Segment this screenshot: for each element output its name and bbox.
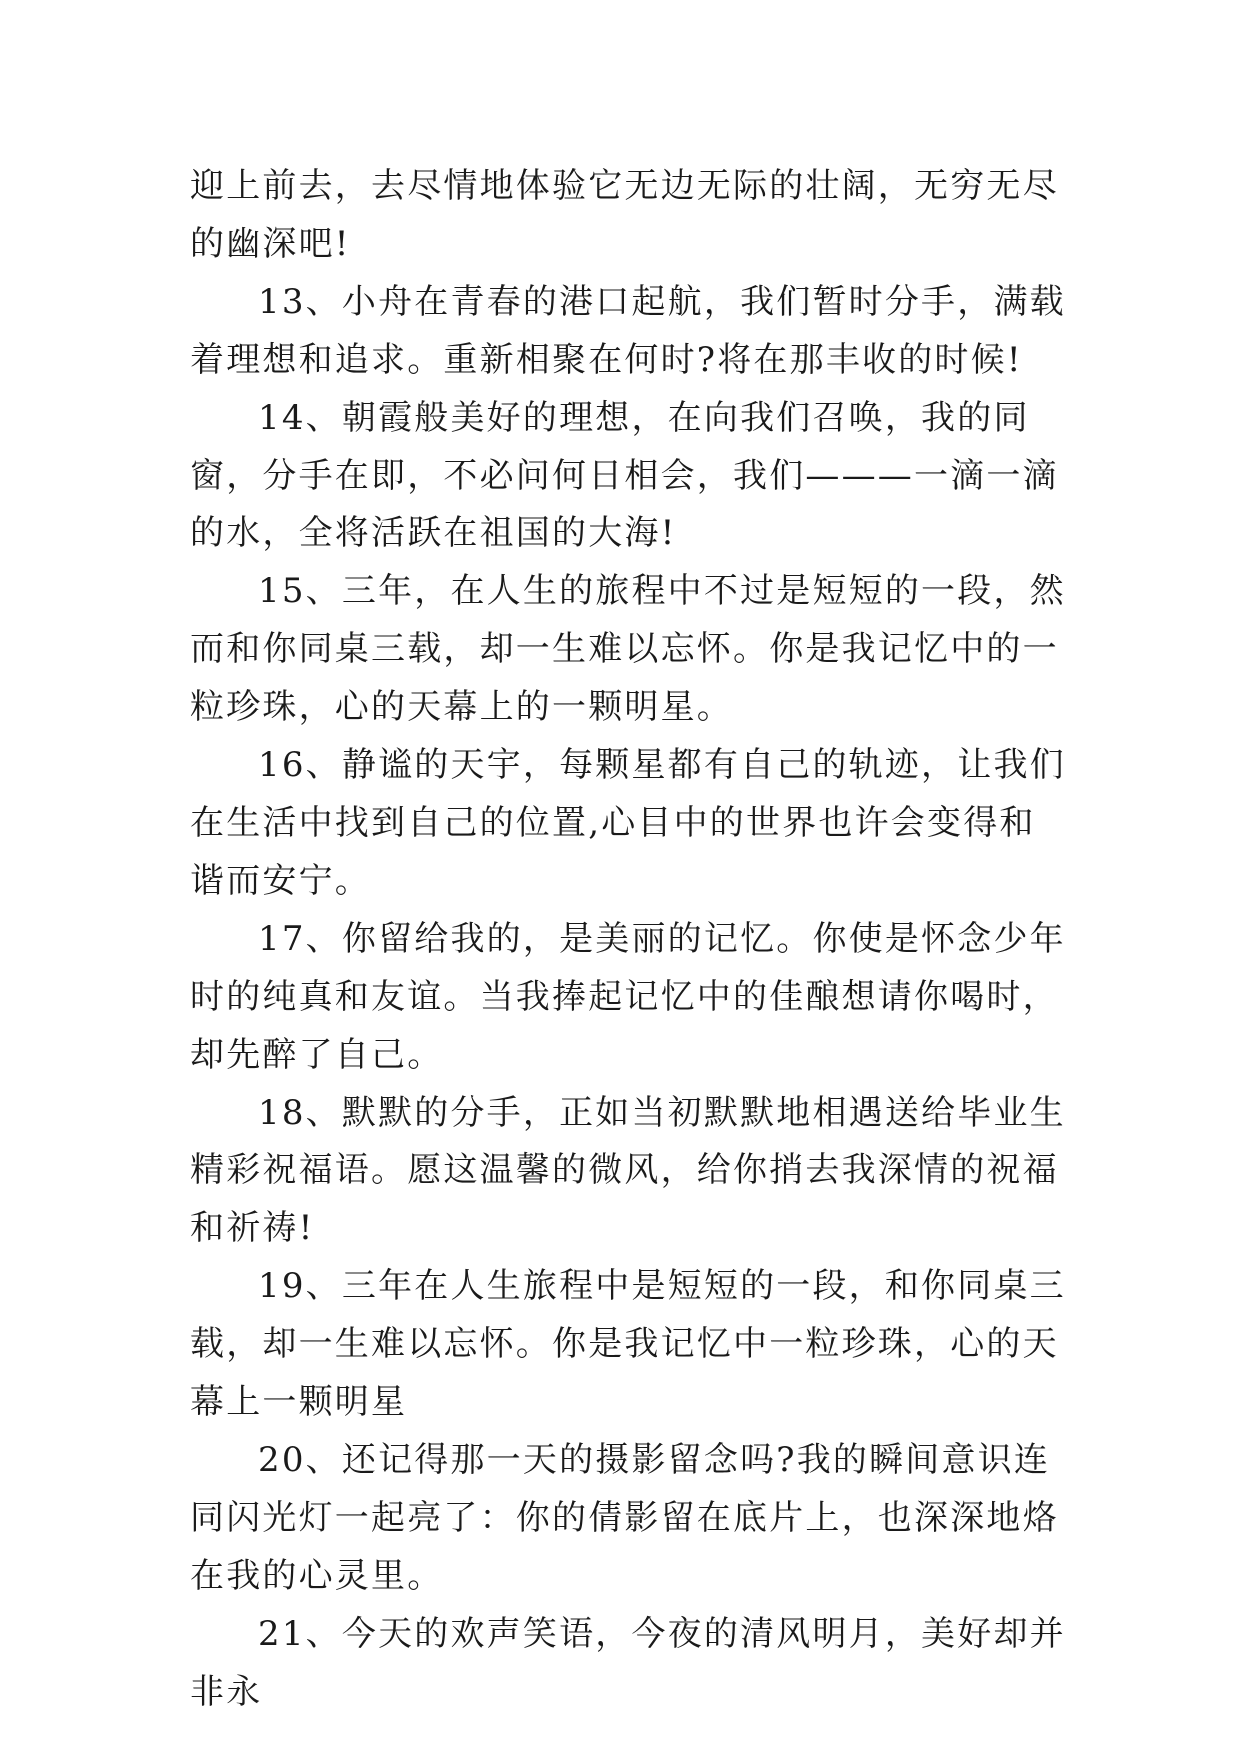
paragraph-continuation: 迎上前去，去尽情地体验它无边无际的壮阔，无穷无尽的幽深吧! bbox=[190, 166, 1059, 264]
paragraph-17: 17、你留给我的，是美丽的记忆。你使是怀念少年时的纯真和友谊。当我捧起记忆中的佳酿想请你喝时，却先醉了自己。 bbox=[190, 918, 1066, 1075]
paragraph-15: 15、三年，在人生的旅程中不过是短短的一段，然而和你同桌三载，却一生难以忘怀。你是我记忆中的一粒珍珠，心的天幕上的一颗明星。 bbox=[190, 571, 1066, 728]
paragraph-13: 13、小舟在青春的港口起航，我们暂时分手，满载着理想和追求。重新相聚在何时?将在那丰收的时候! bbox=[190, 281, 1066, 380]
document-body bbox=[190, 158, 1070, 1721]
paragraph-21: 21、今天的欢声笑语，今夜的清风明月，美好却并非永 bbox=[190, 1613, 1066, 1712]
paragraph-18: 18、默默的分手，正如当初默默地相遇送给毕业生精彩祝福语。愿这温馨的微风，给你捎去我深情的祝福和祈祷! bbox=[190, 1092, 1066, 1249]
paragraph-19: 19、三年在人生旅程中是短短的一段，和你同桌三载，却一生难以忘怀。你是我记忆中一粒珍珠，心的天幕上一颗明星 bbox=[190, 1266, 1066, 1423]
paragraph-20: 20、还记得那一天的摄影留念吗?我的瞬间意识连同闪光灯一起亮了：你的倩影留在底片上，也深深地烙在我的心灵里。 bbox=[190, 1439, 1059, 1596]
paragraph-16: 16、静谧的天宇，每颗星都有自己的轨迹，让我们在生活中找到自己的位置,心目中的世界也许会变得和谐而安宁。 bbox=[190, 745, 1066, 901]
paragraph-14: 14、朝霞般美好的理想，在向我们召唤，我的同窗，分手在即，不必问何日相会，我们———一滴一滴的水，全将活跃在祖国的大海! bbox=[190, 397, 1059, 554]
